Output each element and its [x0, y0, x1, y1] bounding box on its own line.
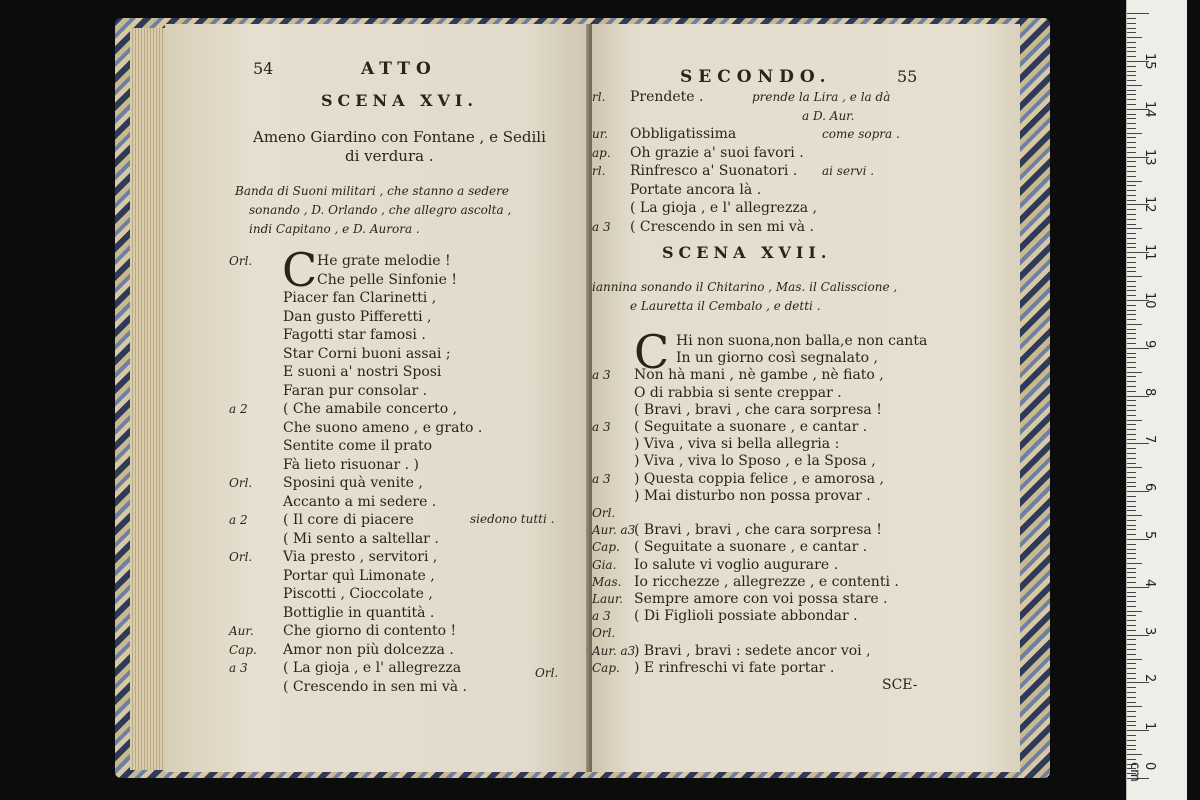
ruler-number: 6	[1142, 483, 1157, 492]
setting-line: di verdura .	[345, 147, 434, 165]
ruler-tick	[1127, 745, 1136, 746]
verse-line: Via presto , servitori ,	[283, 549, 438, 565]
speaker-label: a 3	[592, 609, 611, 624]
ruler-tick	[1127, 310, 1136, 311]
ruler-tick	[1127, 405, 1136, 406]
ruler-tick	[1127, 620, 1136, 621]
ruler-tick	[1127, 161, 1136, 162]
catchword: SCE-	[882, 677, 918, 693]
ruler-tick	[1127, 549, 1136, 550]
ruler-tick	[1127, 391, 1136, 392]
ruler-tick	[1127, 515, 1142, 516]
verse-line: O di rabbia si sente creppar .	[634, 384, 842, 401]
ruler-tick	[1127, 37, 1142, 38]
ruler-tick	[1127, 290, 1136, 291]
ruler-tick	[1127, 721, 1136, 722]
ruler-tick	[1127, 118, 1136, 119]
verse-line: ( La gioja , e l' allegrezza	[283, 660, 462, 676]
speaker-label: Orl.	[592, 506, 616, 520]
ruler-tick	[1127, 338, 1136, 339]
ruler-tick	[1127, 262, 1136, 263]
ruler-tick	[1127, 534, 1136, 535]
ruler-tick	[1127, 644, 1136, 645]
page-number: 55	[897, 67, 918, 86]
verse-line: ) Questa coppia felice , e amorosa ,	[634, 470, 885, 487]
verse-line: Accanto a mi sedere .	[283, 493, 437, 510]
ruler-tick	[1127, 415, 1136, 416]
speaker-label: Aur.	[229, 624, 254, 638]
ruler-tick	[1127, 448, 1136, 449]
ruler-tick	[1127, 486, 1136, 487]
ruler-tick	[1127, 749, 1136, 750]
ruler-tick	[1127, 410, 1136, 411]
ruler-tick	[1127, 697, 1136, 698]
drop-cap: C	[634, 325, 670, 379]
ruler-tick	[1127, 520, 1136, 521]
verse-line: ) Viva , viva lo Sposo , e la Sposa ,	[634, 453, 876, 470]
verse-line: Sempre amore con voi possa stare .	[634, 591, 888, 607]
ruler-tick	[1127, 716, 1136, 717]
ruler-tick	[1127, 333, 1136, 334]
speaker-label: Orl.	[592, 626, 616, 641]
ruler-number: 10	[1142, 292, 1157, 309]
ruler-number: 12	[1142, 196, 1157, 213]
verse-line: ( Bravi , bravi , che cara sorpresa !	[634, 401, 882, 418]
left-page	[165, 24, 590, 772]
ruler-tick	[1127, 247, 1136, 248]
verse-line: ( Il core di piacere	[283, 512, 414, 528]
stage-direction: iannina sonando il Chitarino , Mas. il Calisscione ,	[592, 280, 898, 294]
setting-line: Ameno Giardino con Fontane , e Sedili	[253, 128, 546, 146]
ruler-tick	[1127, 123, 1136, 124]
ruler-tick	[1127, 367, 1136, 368]
speaker-label: a 3	[592, 368, 611, 383]
ruler-tick	[1127, 630, 1136, 631]
ruler-tick	[1127, 238, 1136, 239]
ruler-tick	[1127, 171, 1136, 172]
ruler-tick	[1127, 386, 1136, 387]
ruler-tick	[1127, 314, 1136, 315]
ruler-tick	[1127, 23, 1136, 24]
ruler-tick	[1127, 357, 1136, 358]
catchword: Orl.	[535, 666, 559, 680]
ruler-number: 14	[1142, 100, 1157, 118]
ruler-tick	[1127, 649, 1136, 650]
verse-line: ( Che amabile concerto ,	[283, 401, 458, 417]
ruler-tick	[1127, 659, 1142, 660]
ruler-tick	[1127, 80, 1136, 81]
ruler-tick	[1127, 740, 1136, 741]
verse-line: Io ricchezze , allegrezze , e contenti .	[634, 573, 899, 590]
ruler-number: 11	[1142, 244, 1157, 261]
ruler-tick	[1127, 553, 1136, 554]
verse-line: Fà lieto risuonar . )	[283, 456, 419, 473]
ruler-number: 5	[1142, 531, 1157, 540]
speaker-label: Orl.	[229, 476, 253, 490]
verse-line: Amor non più dolcezza .	[283, 641, 454, 658]
ruler-tick	[1127, 28, 1136, 29]
ruler-tick	[1127, 592, 1136, 593]
ruler-tick	[1127, 381, 1136, 382]
verse-line: Portar quì Limonate ,	[283, 567, 435, 584]
ruler-tick	[1127, 702, 1136, 703]
ruler-tick	[1127, 706, 1142, 707]
speaker-label: Gia.	[592, 557, 617, 572]
ruler-tick	[1127, 434, 1136, 435]
verse-line: Io salute vi voglio augurare .	[634, 556, 839, 573]
measuring-ruler	[1126, 0, 1187, 800]
scene-title: SCENA XVII.	[662, 243, 832, 262]
stage-direction: ai servi .	[822, 164, 875, 178]
verse-line: ) Mai disturbo non possa provar .	[634, 487, 871, 504]
ruler-tick	[1127, 730, 1149, 731]
ruler-tick	[1127, 185, 1136, 186]
speaker-label: a 3	[592, 471, 611, 486]
ruler-tick	[1127, 66, 1136, 67]
ruler-number: 1	[1142, 722, 1157, 731]
stage-direction: Banda di Suoni militari , che stanno a sedere	[235, 184, 509, 198]
ruler-tick	[1127, 544, 1136, 545]
ruler-tick	[1127, 725, 1136, 726]
right-page	[592, 24, 1020, 772]
verse-line: Piacer fan Clarinetti ,	[283, 290, 437, 306]
ruler-tick	[1127, 443, 1149, 444]
ruler-tick	[1127, 615, 1136, 616]
speaker-label: Laur.	[592, 592, 624, 606]
ruler-tick	[1127, 687, 1136, 688]
verse-line: ( Di Figlioli possiate abbondar .	[634, 608, 858, 625]
ruler-tick	[1127, 558, 1136, 559]
verse-line: ( Seguitate a suonare , e cantar .	[634, 539, 868, 556]
ruler-tick	[1127, 324, 1142, 325]
verse-line: He grate melodie !	[317, 253, 451, 269]
ruler-tick	[1127, 429, 1136, 430]
speaker-label: ap.	[592, 145, 611, 160]
ruler-number: 7	[1142, 435, 1157, 444]
stage-direction: prende la Lira , e la dà	[752, 90, 891, 104]
verse-line: ) Bravi , bravi : sedete ancor voi ,	[634, 642, 871, 659]
verse-line: Oh grazie a' suoi favori .	[630, 144, 804, 161]
ruler-tick	[1127, 319, 1136, 320]
ruler-tick	[1127, 577, 1136, 578]
stage-direction: come sopra .	[822, 127, 900, 141]
ruler-tick	[1127, 400, 1136, 401]
ruler-tick	[1127, 424, 1136, 425]
ruler-tick	[1127, 663, 1136, 664]
verse-line: Che giorno di contento !	[283, 623, 457, 639]
ruler-tick	[1127, 114, 1136, 115]
ruler-tick	[1127, 233, 1136, 234]
verse-line: ) E rinfreschi vi fate portar .	[634, 659, 835, 676]
ruler-tick	[1127, 482, 1136, 483]
ruler-tick	[1127, 625, 1136, 626]
ruler-tick	[1127, 754, 1142, 755]
ruler-tick	[1127, 654, 1136, 655]
ruler-tick	[1127, 276, 1142, 277]
ruler-tick	[1127, 362, 1136, 363]
ruler-tick	[1127, 639, 1136, 640]
ruler-tick	[1127, 137, 1136, 138]
ruler-tick	[1127, 271, 1136, 272]
scene-title: SCENA XVI.	[321, 91, 478, 110]
ruler-tick	[1127, 510, 1136, 511]
speaker-label: ur.	[592, 127, 608, 141]
verse-line: ) Viva , viva si bella allegria :	[634, 436, 840, 453]
speaker-label: a 3	[592, 219, 611, 234]
speaker-label: Cap.	[229, 642, 257, 657]
verse-line: Che pelle Sinfonie !	[317, 271, 457, 288]
verse-line: Hi non suona,non balla,e non canta	[676, 333, 928, 349]
ruler-tick	[1127, 601, 1136, 602]
ruler-tick	[1127, 372, 1142, 373]
ruler-tick	[1127, 439, 1136, 440]
speaker-label: Cap.	[592, 660, 620, 675]
ruler-tick	[1127, 195, 1136, 196]
speaker-label: rl.	[592, 90, 606, 104]
ruler-tick	[1127, 678, 1136, 679]
ruler-tick	[1127, 90, 1136, 91]
ruler-tick	[1127, 219, 1136, 220]
ruler-tick	[1127, 128, 1136, 129]
ruler-tick	[1127, 181, 1142, 182]
ruler-tick	[1127, 94, 1136, 95]
verse-line: Dan gusto Pifferetti ,	[283, 308, 432, 325]
ruler-tick	[1127, 529, 1136, 530]
ruler-tick	[1127, 71, 1136, 72]
speaker-label: a 2	[229, 513, 248, 527]
ruler-tick	[1127, 563, 1142, 564]
verse-line: In un giorno così segnalato ,	[676, 350, 878, 367]
ruler-number: 15	[1142, 53, 1157, 70]
ruler-tick	[1127, 472, 1136, 473]
ruler-tick	[1127, 305, 1136, 306]
ruler-tick	[1127, 228, 1142, 229]
ruler-tick	[1127, 682, 1149, 683]
verse-line: Non hà mani , nè gambe , nè fiato ,	[634, 367, 884, 384]
ruler-tick	[1127, 491, 1149, 492]
ruler-tick	[1127, 463, 1136, 464]
ruler-tick	[1127, 568, 1136, 569]
ruler-tick	[1127, 711, 1136, 712]
ruler-tick	[1127, 477, 1136, 478]
speaker-label: Aur. a3	[592, 523, 636, 538]
speaker-label: Cap.	[592, 540, 620, 555]
ruler-tick	[1127, 329, 1136, 330]
ruler-tick	[1127, 99, 1136, 100]
speaker-label: Aur. a3	[592, 643, 636, 658]
page-number: 54	[253, 59, 274, 78]
running-head: ATTO	[361, 59, 437, 79]
ruler-tick	[1127, 51, 1136, 52]
verse-line: E suoni a' nostri Sposi	[283, 364, 442, 380]
verse-line: Prendete .	[630, 89, 704, 105]
ruler-number: 9	[1142, 339, 1157, 349]
verse-line: Obbligatissima	[630, 126, 737, 142]
ruler-tick	[1127, 152, 1136, 153]
ruler-tick	[1127, 458, 1136, 459]
speaker-label: Orl.	[229, 254, 253, 268]
ruler-tick	[1127, 176, 1136, 177]
ruler-number: 13	[1142, 148, 1157, 166]
page-edges	[130, 28, 170, 770]
verse-line: Sentite come il prato	[283, 438, 433, 454]
ruler-tick	[1127, 420, 1142, 421]
ruler-tick	[1127, 209, 1136, 210]
drop-cap: C	[282, 243, 318, 297]
ruler-tick	[1127, 56, 1136, 57]
ruler-tick	[1127, 47, 1136, 48]
ruler-tick	[1127, 85, 1142, 86]
ruler-number: 4	[1142, 578, 1157, 588]
ruler-tick	[1127, 224, 1136, 225]
running-head: SECONDO.	[680, 67, 832, 87]
verse-line: Faran pur consolar .	[283, 382, 428, 399]
ruler-tick	[1127, 376, 1136, 377]
verse-line: Bottiglie in quantità .	[283, 604, 435, 621]
stage-direction: indi Capitano , e D. Aurora .	[249, 222, 420, 236]
verse-line: Che suono ameno , e grato .	[283, 419, 483, 436]
verse-line: Piscotti , Cioccolate ,	[283, 586, 433, 602]
ruler-tick	[1127, 147, 1136, 148]
stage-direction: e Lauretta il Cembalo , e detti .	[630, 299, 821, 313]
ruler-number: 8	[1142, 387, 1157, 396]
ruler-tick	[1127, 200, 1136, 201]
ruler-tick	[1127, 166, 1136, 167]
speaker-label: a 3	[229, 661, 248, 675]
verse-line: ( Crescendo in sen mi và .	[283, 678, 468, 695]
ruler-tick	[1127, 692, 1136, 693]
ruler-tick	[1127, 735, 1136, 736]
ruler-tick	[1127, 668, 1136, 669]
ruler-tick	[1127, 343, 1136, 344]
ruler-tick	[1127, 572, 1136, 573]
ruler-number: 3	[1142, 626, 1157, 635]
ruler-tick	[1127, 453, 1136, 454]
ruler-tick	[1127, 18, 1136, 19]
ruler-tick	[1127, 32, 1136, 33]
ruler-unit: 0 cm	[1127, 762, 1157, 782]
ruler-tick	[1127, 104, 1136, 105]
ruler-tick	[1127, 759, 1136, 760]
verse-line: ( Mi sento a saltellar .	[283, 530, 439, 547]
ruler-tick	[1127, 257, 1136, 258]
ruler-tick	[1127, 42, 1136, 43]
speaker-label: Mas.	[592, 574, 622, 589]
ruler-tick	[1127, 501, 1136, 502]
stage-aside: siedono tutti .	[470, 512, 555, 526]
ruler-tick	[1127, 611, 1142, 612]
ruler-tick	[1127, 281, 1136, 282]
ruler-tick	[1127, 133, 1142, 134]
ruler-tick	[1127, 525, 1136, 526]
ruler-tick	[1127, 673, 1136, 674]
ruler-tick	[1127, 496, 1136, 497]
verse-line: ( Seguitate a suonare , e cantar .	[634, 419, 868, 435]
verse-line: ( La gioja , e l' allegrezza ,	[630, 200, 817, 216]
ruler-tick	[1127, 467, 1142, 468]
speaker-label: rl.	[592, 164, 606, 178]
ruler-tick	[1127, 286, 1136, 287]
verse-line: Fagotti star famosi .	[283, 327, 426, 343]
ruler-tick	[1127, 596, 1136, 597]
ruler-tick	[1127, 214, 1136, 215]
verse-line: Star Corni buoni assai ;	[283, 345, 451, 362]
verse-line: ( Crescendo in sen mi và .	[630, 218, 815, 235]
ruler-tick	[1127, 75, 1136, 76]
ruler-number: 2	[1142, 674, 1157, 683]
verse-line: ( Bravi , bravi , che cara sorpresa !	[634, 522, 882, 539]
ruler-tick	[1127, 582, 1136, 583]
verse-line: Rinfresco a' Suonatori .	[630, 163, 798, 179]
stage-direction: a D. Aur.	[802, 108, 855, 123]
ruler-tick	[1127, 353, 1136, 354]
verse-line: Portate ancora là .	[630, 181, 762, 198]
ruler-tick	[1127, 142, 1136, 143]
ruler-tick	[1127, 606, 1136, 607]
speaker-label: Orl.	[229, 550, 253, 564]
speaker-label: a 2	[229, 402, 248, 416]
ruler-tick	[1127, 190, 1136, 191]
ruler-tick	[1127, 243, 1136, 244]
verse-line: Sposini quà venite ,	[283, 475, 423, 491]
ruler-tick	[1127, 267, 1136, 268]
stage-direction: sonando , D. Orlando , che allegro ascolta ,	[249, 203, 512, 217]
ruler-tick	[1127, 295, 1136, 296]
ruler-tick	[1127, 13, 1149, 14]
ruler-tick	[1127, 506, 1136, 507]
speaker-label: a 3	[592, 420, 611, 434]
